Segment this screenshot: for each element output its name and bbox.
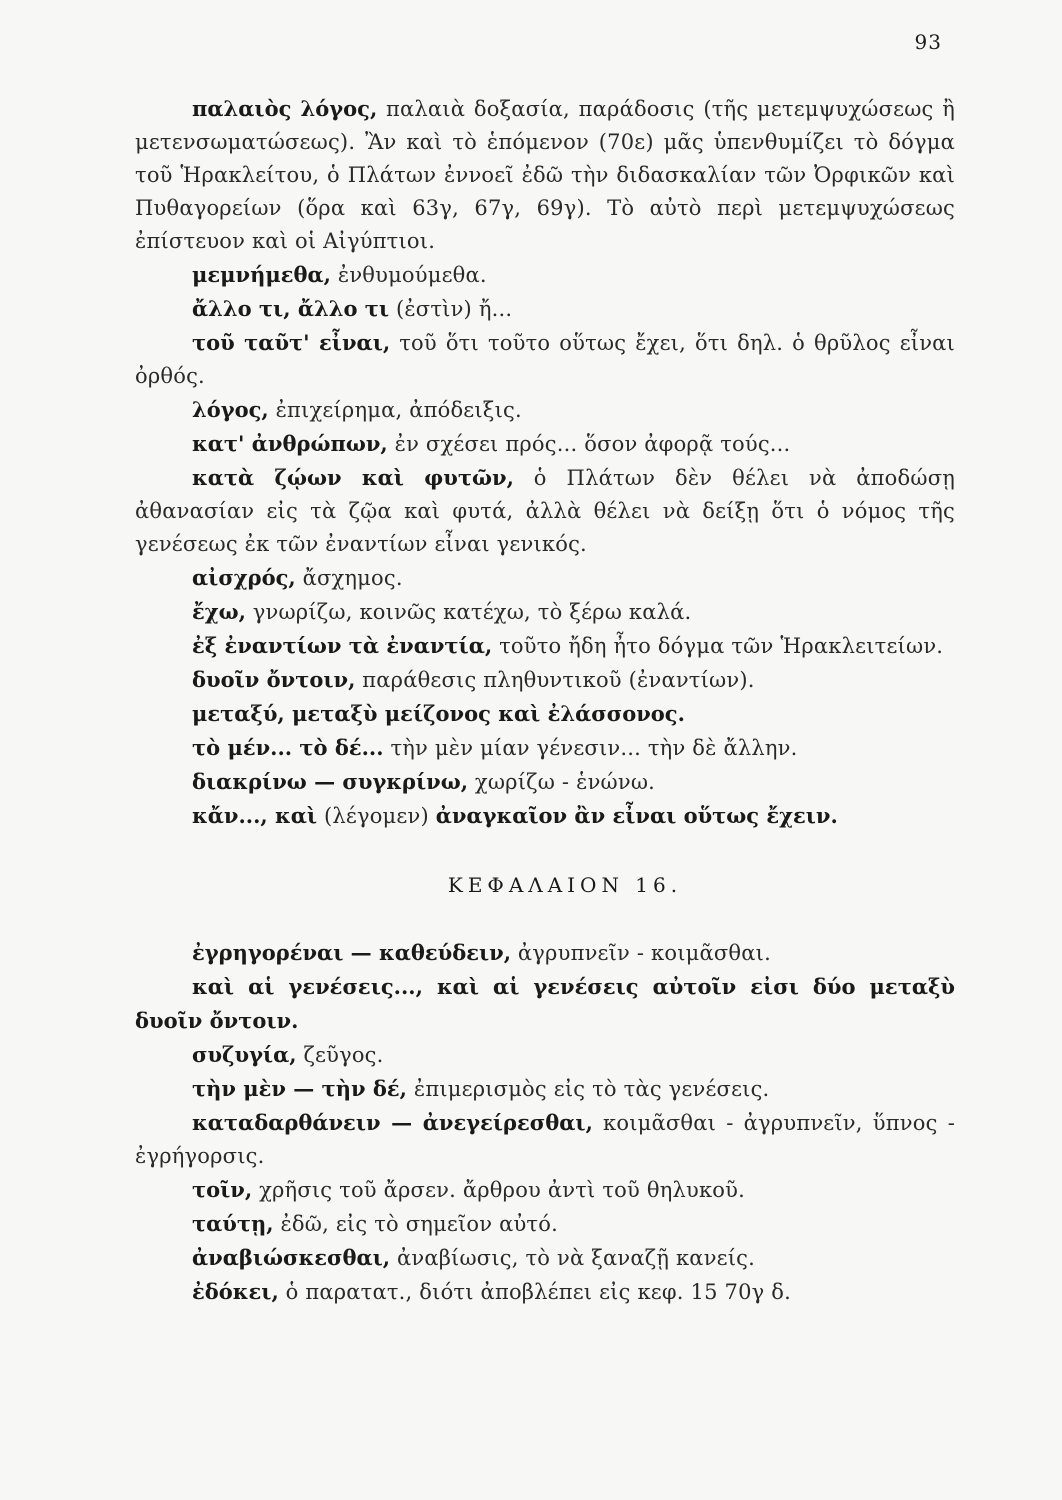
glossary-term: διακρίνω — συγκρίνω,: [192, 769, 469, 794]
glossary-definition: ζεῦγος.: [296, 1043, 384, 1067]
glossary-term: καὶ αἱ γενέσεις..., καὶ αἱ γενέσεις αὐτοῖν εἰσι δύο μεταξὺ δυοῖν ὄντοιν.: [135, 974, 955, 1033]
glossary-entry: [135, 292, 955, 326]
glossary-entry: [135, 970, 955, 1038]
glossary-definition: ἐν σχέσει πρός... ὅσον ἀφορᾷ τούς...: [387, 432, 791, 456]
glossary-term: τοῖν,: [192, 1177, 253, 1202]
glossary-entry: [135, 595, 955, 629]
glossary-entry: [135, 427, 955, 461]
glossary-entry: [135, 799, 955, 833]
glossary-definition: (ἐστὶν) ἤ...: [389, 297, 513, 321]
glossary-term: τὴν μὲν — τὴν δέ,: [192, 1076, 407, 1101]
glossary-definition: ἄσχημος.: [295, 566, 403, 590]
glossary-term: τοῦ ταῦτ' εἶναι,: [192, 330, 391, 355]
glossary-entry: [135, 629, 955, 663]
glossary-term: ἀναγκαῖον ἂν εἶναι οὕτως ἔχειν.: [435, 803, 838, 828]
glossary-definition: χρῆσις τοῦ ἄρσεν. ἄρθρου ἀντὶ τοῦ θηλυκοῦ.: [252, 1178, 745, 1202]
glossary-term: ἀναβιώσκεσθαι,: [192, 1245, 391, 1270]
glossary-entry: [135, 663, 955, 697]
page-number: 93: [914, 30, 942, 54]
glossary-term: ἐξ ἐναντίων τὰ ἐναντία,: [192, 633, 493, 658]
glossary-term: καταδαρθάνειν — ἀνεγείρεσθαι,: [192, 1110, 593, 1135]
glossary-entry: [135, 561, 955, 595]
glossary-term: ἄλλο τι, ἄλλο τι: [192, 296, 390, 321]
glossary-definition: χωρίζω - ἑνώνω.: [468, 770, 656, 794]
glossary-entry: [135, 461, 955, 561]
glossary-term: ἐγρηγορέναι — καθεύδειν,: [192, 940, 512, 965]
glossary-term: μεμνήμεθα,: [192, 262, 331, 287]
glossary-definition: τοῦ ὅτι τοῦτο οὕτως ἔχει, ὅτι δηλ. ὁ θρῦλος εἶναι ὀρθός.: [135, 331, 955, 388]
glossary-definition: παράθεσις πληθυντικοῦ (ἐναντίων).: [355, 668, 755, 692]
glossary-definition: τοῦτο ἤδη ἦτο δόγμα τῶν Ἡρακλειτείων.: [492, 634, 944, 658]
chapter-heading: ΚΕΦΑΛΑΙΟΝ 16.: [447, 873, 683, 897]
glossary-entry: [135, 936, 955, 970]
glossary-term: ταύτῃ,: [192, 1211, 274, 1236]
glossary-list-bottom: [135, 936, 955, 1309]
glossary-definition: κοιμᾶσθαι - ἀγρυπνεῖν, ὕπνος - ἐγρήγορσις.: [135, 1111, 955, 1168]
glossary-term: τὸ μέν... τὸ δέ...: [192, 735, 384, 760]
glossary-term: κατὰ ζῴων καὶ φυτῶν,: [192, 465, 514, 490]
glossary-term: ἐδόκει,: [192, 1279, 279, 1304]
glossary-entry: [135, 92, 955, 258]
glossary-entry: [135, 1207, 955, 1241]
glossary-entry: [135, 1072, 955, 1106]
glossary-definition: ἐπιμερισμὸς εἰς τὸ τὰς γενέσεις.: [406, 1077, 770, 1101]
glossary-definition: ὁ παρατατ., διότι ἀποβλέπει εἰς κεφ. 15 70γ δ.: [278, 1280, 791, 1304]
glossary-definition: ἐπιχείρημα, ἀπόδειξις.: [268, 398, 522, 422]
glossary-term: δυοῖν ὄντοιν,: [192, 667, 356, 692]
glossary-entry: [135, 1173, 955, 1207]
glossary-definition: γνωρίζω, κοινῶς κατέχω, τὸ ξέρω καλά.: [245, 600, 692, 624]
glossary-definition: ἐδῶ, εἰς τὸ σημεῖον αὐτό.: [273, 1212, 558, 1236]
glossary-term: κατ' ἀνθρώπων,: [192, 431, 388, 456]
glossary-term: ἔχω,: [192, 599, 246, 624]
glossary-term: λόγος,: [192, 397, 269, 422]
glossary-definition: ἐνθυμούμεθα.: [330, 263, 487, 287]
glossary-definition: τὴν μὲν μίαν γένεσιν... τὴν δὲ ἄλλην.: [383, 736, 798, 760]
glossary-entry: [135, 393, 955, 427]
glossary-term: μεταξύ, μεταξὺ μείζονος καὶ ἐλάσσονος.: [192, 701, 685, 726]
glossary-term: αἰσχρός,: [192, 565, 296, 590]
glossary-list-top: [135, 92, 955, 833]
glossary-definition: ὁ Πλάτων δὲν θέλει νὰ ἀποδώσῃ ἀθανασίαν εἰς τὰ ζῷα καὶ φυτά, ἀλλὰ θέλει νὰ δείξῃ ὅτι ὁ νόμος τῆς γενέσεως ἐκ τῶν ἐναντίων εἶναι γενικός.: [135, 466, 956, 556]
glossary-entry: [135, 258, 955, 292]
glossary-entry: [135, 1038, 955, 1072]
glossary-term: κἄν..., καὶ: [192, 803, 318, 828]
glossary-entry: [135, 765, 955, 799]
commentary-body: [135, 92, 955, 1309]
glossary-entry: [135, 697, 955, 731]
glossary-term: συζυγία,: [192, 1042, 297, 1067]
glossary-entry: [135, 326, 955, 393]
glossary-term: παλαιὸς λόγος,: [192, 96, 378, 121]
glossary-definition: (λέγομεν): [317, 804, 436, 828]
glossary-entry: [135, 1275, 955, 1309]
glossary-definition: ἀγρυπνεῖν - κοιμᾶσθαι.: [511, 941, 771, 965]
glossary-definition: ἀναβίωσις, τὸ νὰ ξαναζῇ κανείς.: [390, 1246, 756, 1270]
glossary-entry: [135, 1106, 955, 1173]
glossary-entry: [135, 731, 955, 765]
glossary-entry: [135, 1241, 955, 1275]
glossary-definition: παλαιὰ δοξασία, παράδοσις (τῆς μετεμψυχώσεως ἢ μετενσωματώσεως). Ἂν καὶ τὸ ἑπόμενον (70ε) μᾶς ὑπενθυμίζει τὸ δόγμα τοῦ Ἡρακλείτου, ὁ Πλάτων ἐννοεῖ ἐδῶ τὴν διδασκαλίαν τῶν Ὀρφικῶν καὶ Πυθαγορείων (ὅρα καὶ 63γ, 67γ, 69γ). Τὸ αὐτὸ περὶ μετεμψυχώσεως ἐπίστευον καὶ οἱ Αἰγύπτιοι.: [135, 97, 956, 253]
